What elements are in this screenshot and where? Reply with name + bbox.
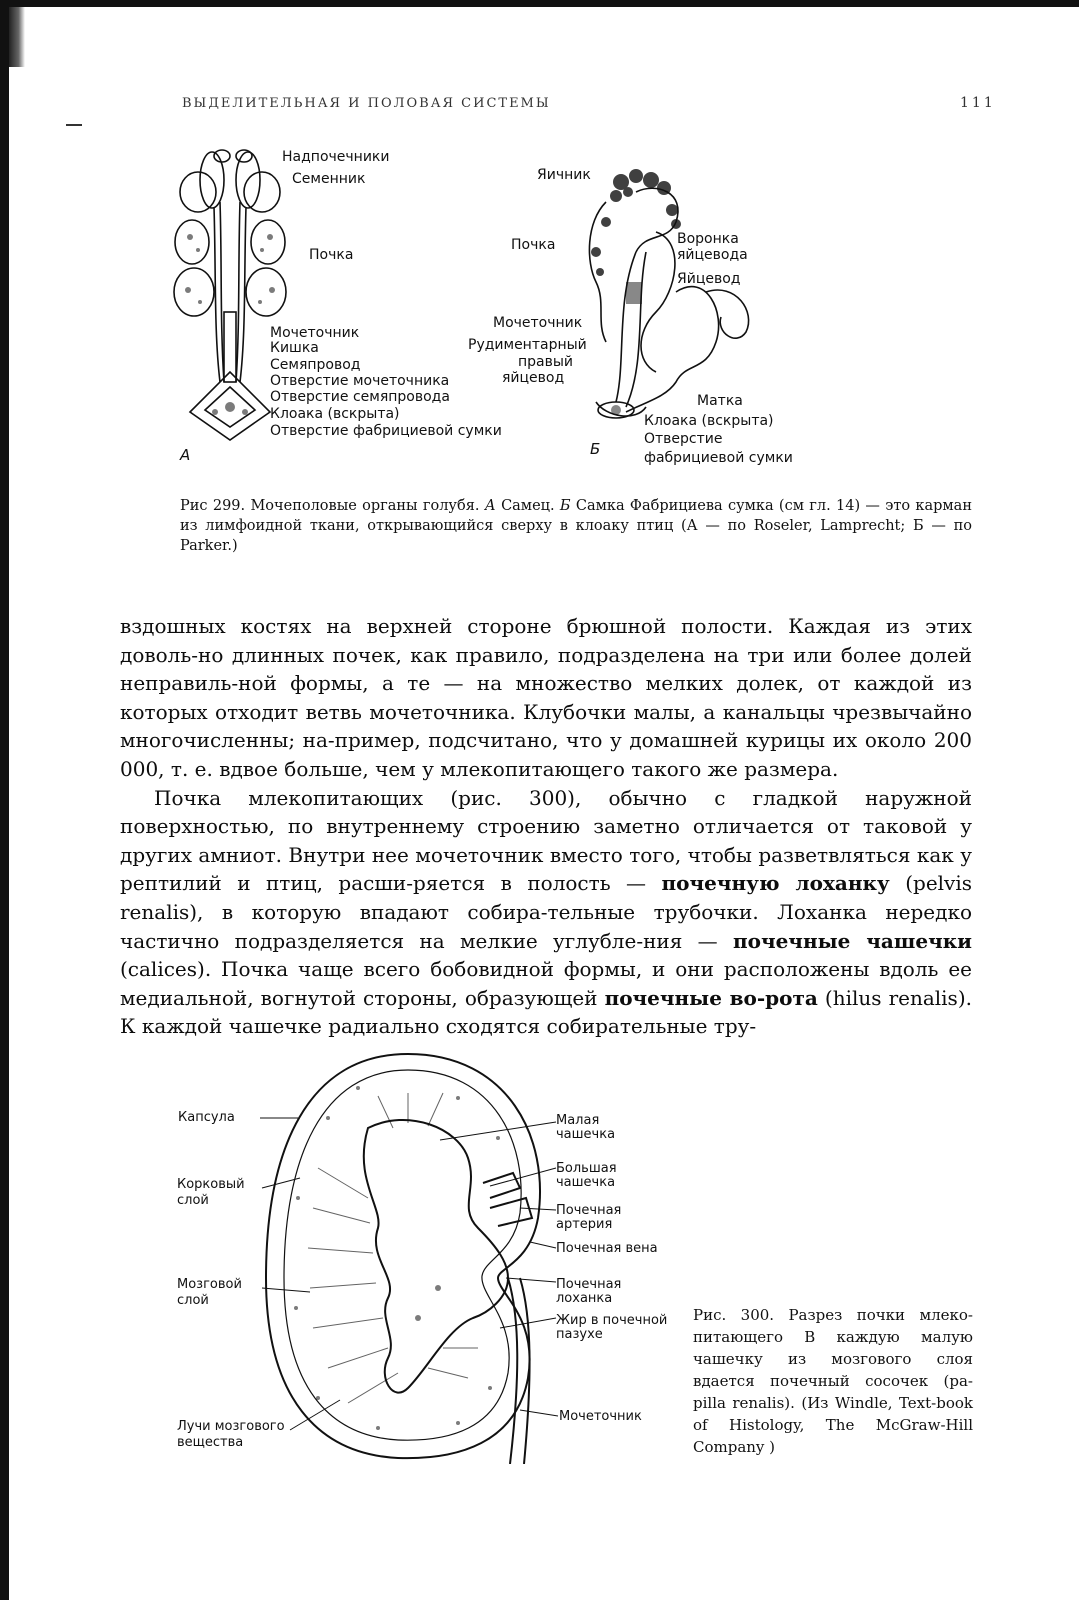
label-major-calyx-1: Большая: [556, 1161, 617, 1176]
p2-part-b: (pelvis renalis), в которую впадают собира-тельные трубочки. Лоханка нередко частично подразделяется на мелкие углубле-ния —: [120, 871, 973, 953]
label-medulla-2: слой: [177, 1293, 209, 1308]
running-head: ВЫДЕЛИТЕЛЬНАЯ И ПОЛОВАЯ СИСТЕМЫ: [182, 96, 551, 111]
p2-part-a: Почка млекопитающих (рис. 300), обычно с гладкой наружной поверхностью, по внутреннему строению заметно отличается от таковой у других амниот. Внутри нее мочеточник вместо того, чтобы разветвляться как у рептилий и птиц, расши-ряется в полость —: [120, 785, 972, 896]
label-pelvis-1: Почечная: [556, 1277, 622, 1292]
label-oviduct: Яйцевод: [677, 271, 741, 287]
label-medulla-1: Мозговой: [177, 1277, 242, 1292]
label-capsule: Капсула: [178, 1110, 235, 1125]
scan-left-edge: [0, 0, 9, 1600]
label-artery-1: Почечная: [556, 1203, 622, 1218]
label-cortex-1: Корковый: [177, 1177, 245, 1192]
label-vas-deferens: Семяпровод: [270, 357, 361, 373]
p2-part-c: (calices). Почка чаще всего бобовидной формы, и они расположены вдоль ее медиальной, вогнутой стороны, образующей: [120, 957, 972, 1010]
p2-part-d: (hilus renalis). К каждой чашечке радиально сходятся собирательные тру-: [120, 985, 972, 1039]
label-rudimentary-2: правый: [518, 354, 574, 370]
label-rays-2: вещества: [177, 1435, 244, 1450]
caption-299-source: (А — по Roseler, Lamprecht; Б — по Parker.): [180, 518, 972, 554]
label-cloaca-a: Клоака (вскрыта): [270, 406, 400, 422]
caption-299-a: А: [484, 498, 496, 514]
label-vas-opening: Отверстие семяпровода: [270, 389, 450, 405]
label-pelvis-2: лоханка: [556, 1291, 613, 1306]
term-renal-pelvis: почечную лоханку: [661, 871, 890, 896]
label-ureter-opening: Отверстие мочеточника: [270, 373, 450, 389]
label-minor-calyx-2: чашечка: [556, 1127, 616, 1142]
paragraph-1: вздошных костях на верхней стороне брюшной полости. Каждая из этих доволь-но длинных почек, как правило, подразделена на три или более долей неправиль-ной формы, а те — на множество мелких долек, от каждой из которых отходит ветвь мочеточника. Клубочки малы, а канальцы чрезвычайно многочисленны; на-пример, подсчитано, что у домашней курицы их около 200 000, т. е. вдвое больше, чем у млекопитающего такого же размера.: [120, 614, 972, 781]
term-renal-hilus: почечные во-рота: [604, 985, 818, 1010]
scan-top-edge: [0, 0, 1079, 7]
label-ureter-300: Мочеточник: [559, 1409, 642, 1424]
caption-300-prefix: Рис. 300.: [693, 1306, 775, 1324]
label-funnel-2: яйцевода: [677, 247, 748, 263]
body-text: [120, 612, 972, 1041]
caption-300-text: Разрез почки млеко-питающего В каждую малую чашечку из мозгового слоя вдается почечный сосочек (pa-pilla renalis). (Из Windle, Text-book of Histology, The McGraw-Hill Company ): [693, 1306, 973, 1456]
label-fat-1: Жир в почечной: [556, 1313, 668, 1328]
label-minor-calyx-1: Малая: [556, 1113, 600, 1128]
figure-300-leader-lines: [230, 1110, 570, 1450]
scan-fold-shadow: [9, 7, 25, 67]
label-cortex-2: слой: [177, 1193, 209, 1208]
label-fat-2: пазухе: [556, 1327, 603, 1342]
term-renal-calices: почечные чашечки: [732, 928, 972, 953]
label-vein: Почечная вена: [556, 1241, 658, 1256]
label-bursa-a: Отверстие фабрициевой сумки: [270, 423, 502, 439]
caption-299-b: Б: [559, 498, 571, 514]
label-ureter-b: Мочеточник: [493, 315, 583, 331]
label-bursa-b2: фабрициевой сумки: [644, 450, 793, 466]
label-cloaca-b: Клоака (вскрыта): [644, 413, 774, 429]
label-artery-2: артерия: [556, 1217, 613, 1232]
figure-299-caption: [180, 496, 972, 556]
label-rudimentary-1: Рудиментарный: [468, 337, 587, 353]
caption-299-b-text: Самка Фабрициева сумка (см гл. 14) — это карман из лимфоидной ткани, открывающийся сверху в клоаку птиц: [180, 498, 972, 534]
label-major-calyx-2: чашечка: [556, 1175, 616, 1190]
label-ovary: Яичник: [537, 167, 591, 183]
label-rays-1: Лучи мозгового: [177, 1419, 285, 1434]
label-rudimentary-3: яйцевод: [502, 370, 565, 386]
paragraph-2: [120, 784, 972, 1041]
caption-299-a-text: Самец.: [501, 498, 555, 514]
figure-300-caption: [693, 1304, 973, 1458]
figure-letter-a: А: [180, 446, 191, 464]
label-ureter-a: Мочеточник: [270, 325, 360, 341]
figure-letter-b: Б: [590, 440, 601, 458]
label-kidney-b: Почка: [511, 237, 556, 253]
label-testis: Семенник: [292, 171, 366, 187]
margin-dash: [66, 124, 82, 126]
caption-299-prefix: Рис 299.: [180, 498, 246, 514]
label-intestine: Кишка: [270, 340, 319, 356]
label-adrenal: Надпочечники: [282, 149, 390, 165]
label-bursa-b1: Отверстие: [644, 431, 723, 447]
label-kidney-a: Почка: [309, 247, 354, 263]
label-uterus: Матка: [697, 393, 743, 409]
label-funnel-1: Воронка: [677, 231, 739, 247]
page-number: 111: [960, 95, 996, 111]
caption-299-text: Мочеполовые органы голубя.: [250, 498, 480, 514]
